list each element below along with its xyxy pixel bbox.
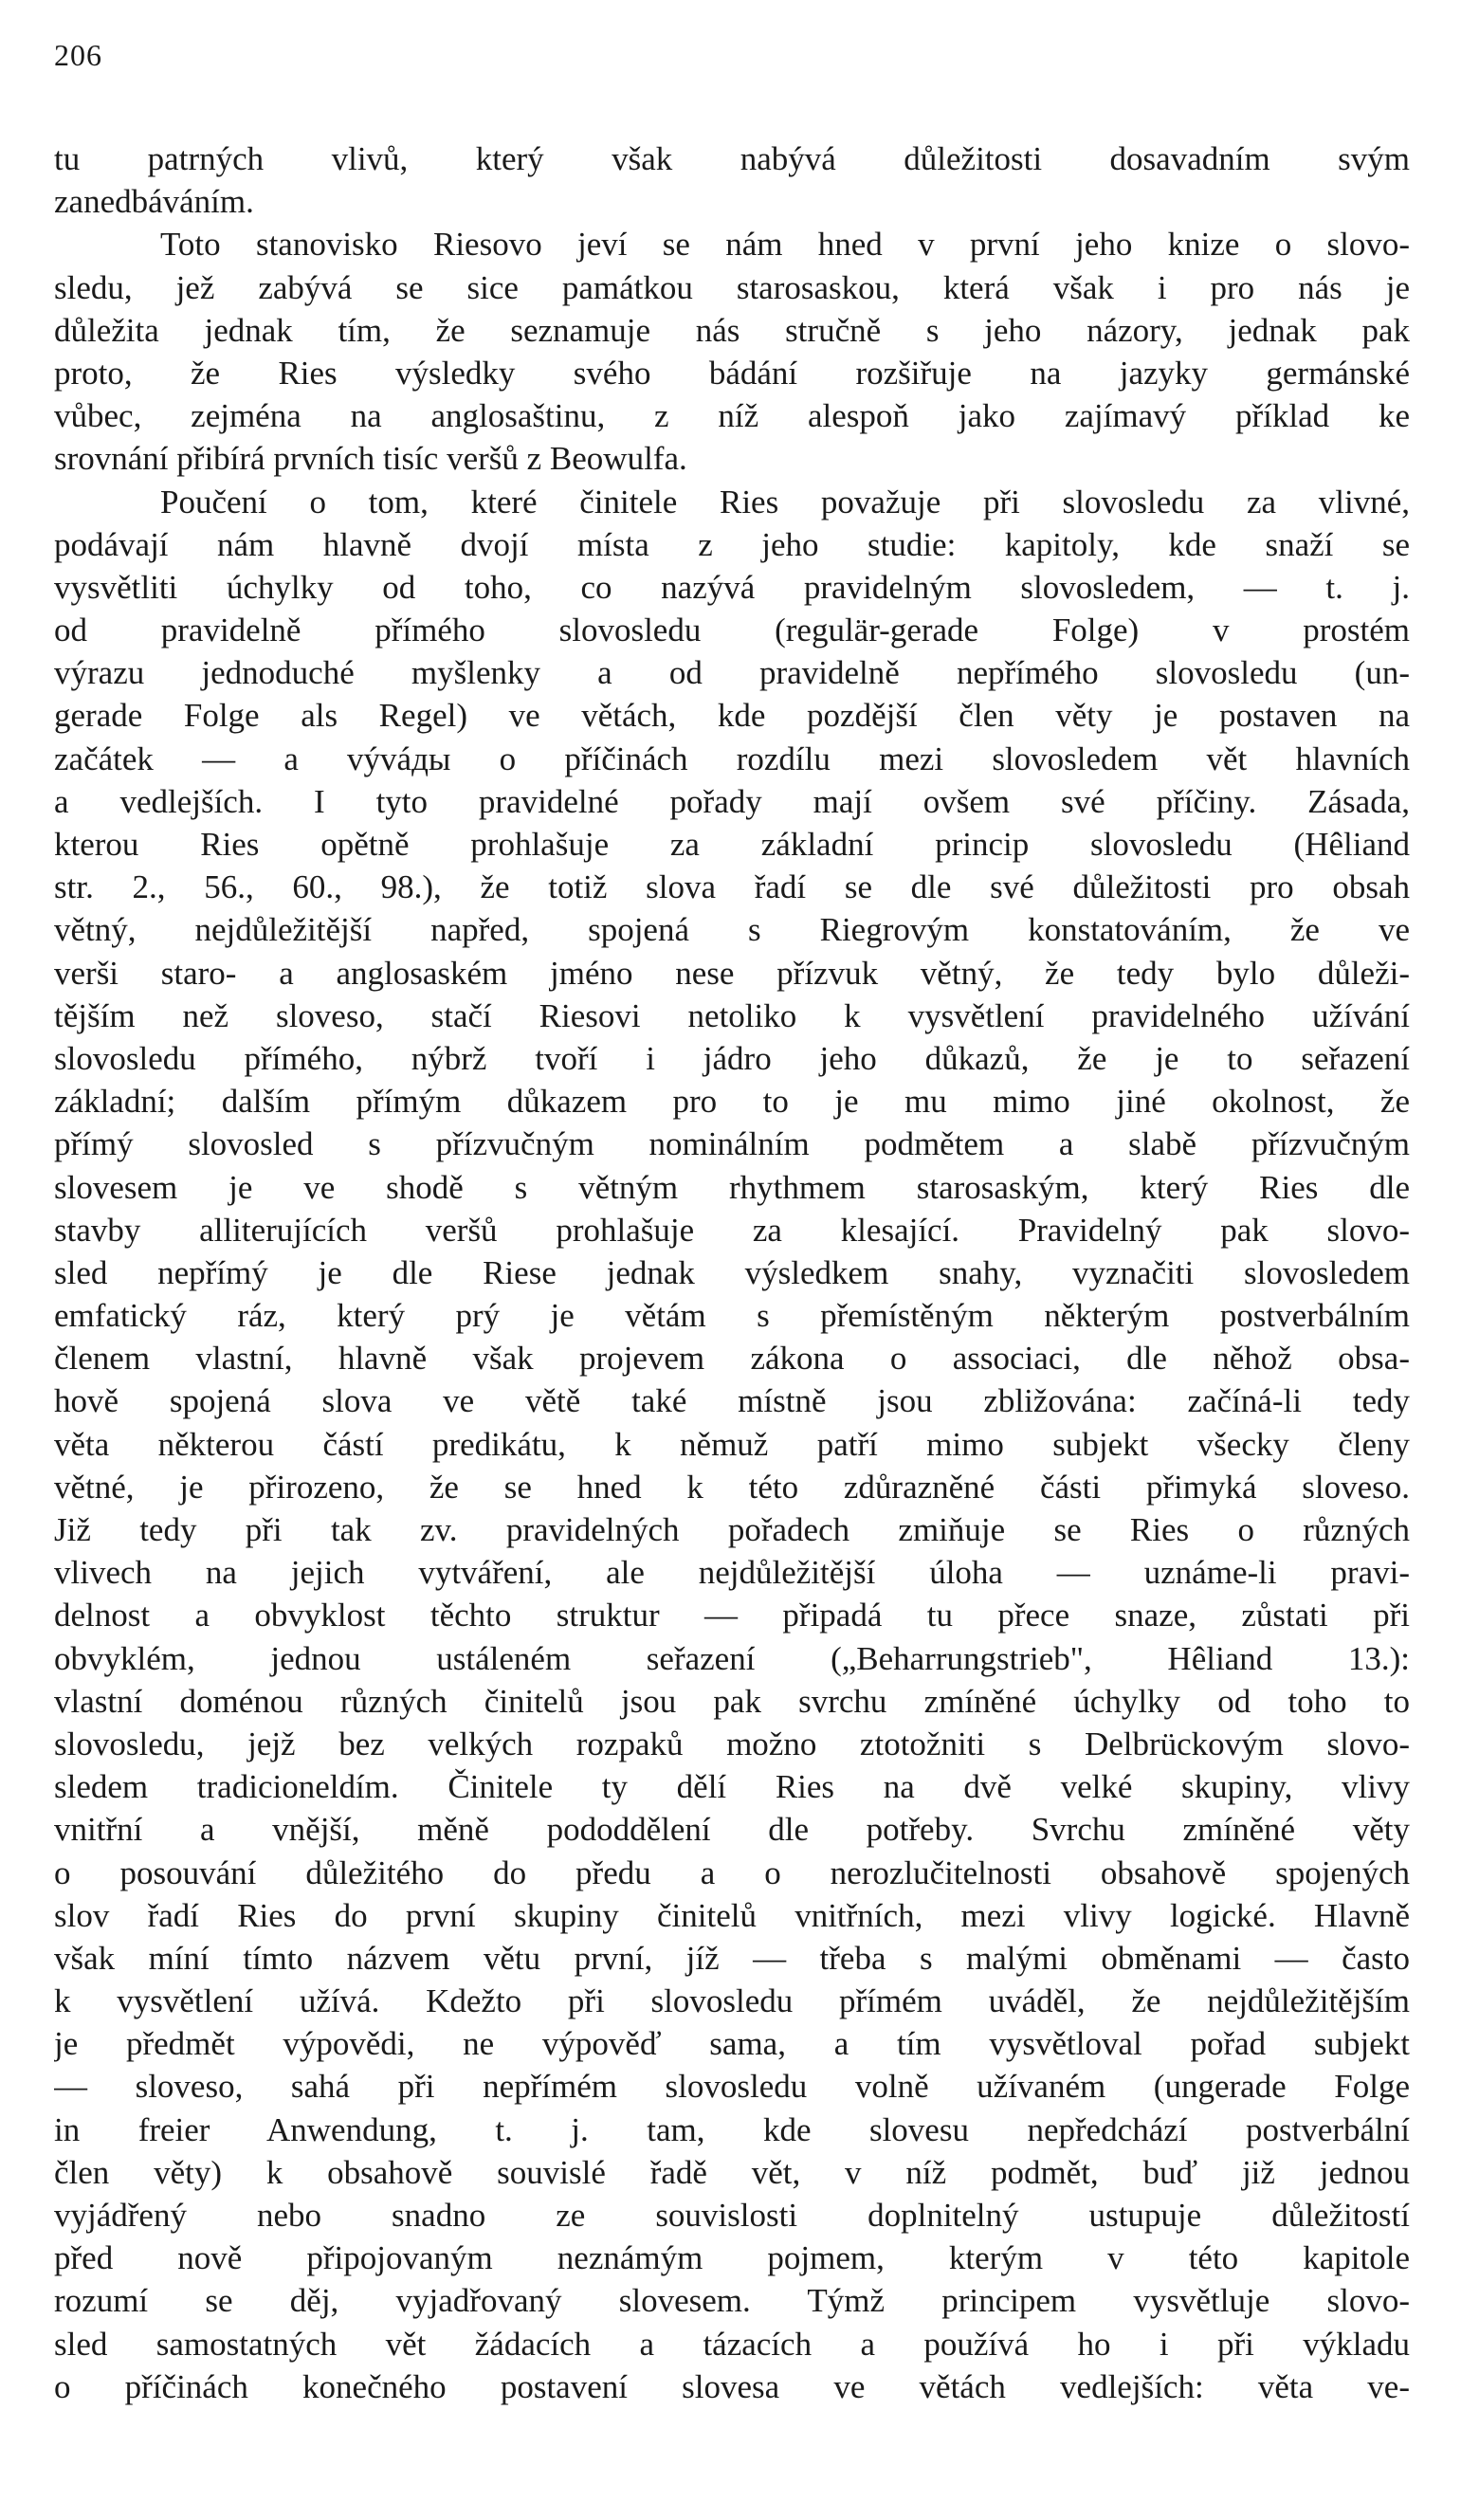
text-line: vůbec, zejména na anglosaštinu, z níž alespoň jako zajímavý příklad ke <box>54 397 1410 435</box>
text-line: rozumí se děj, vyjadřovaný slovesem. Týmž principem vysvětluje slovo- <box>54 2282 1410 2320</box>
text-line: větné, je přirozeno, že se hned k této zdůrazněné části přimyká sloveso. <box>54 1468 1410 1506</box>
text-line: začátek — a výváды o příčinách rozdílu mezi slovosledem vět hlavních <box>54 740 1410 777</box>
text-line: tu patrných vlivů, který však nabývá důležitosti dosavadním svým <box>54 140 1410 177</box>
text-line: sledu, jež zabývá se sice památkou starosaskou, která však i pro nás je <box>54 268 1410 306</box>
text-line: slov řadí Ries do první skupiny činitelů vnitřních, mezi vlivy logické. Hlavně <box>54 1896 1410 1934</box>
text-line: členem vlastní, hlavně však projevem zákona o associaci, dle něhož obsa- <box>54 1340 1410 1378</box>
text-line: výrazu jednoduché myšlenky a od pravidelně nepřímého slovosledu (un- <box>54 654 1410 692</box>
text-line: tějším než sloveso, stačí Riesovi netoliko k vysvětlení pravidelného užívání <box>54 996 1410 1034</box>
text-line: proto, že Ries výsledky svého bádání rozšiřuje na jazyky germánské <box>54 354 1410 392</box>
text-line: Toto stanovisko Riesovo jeví se nám hned v první jeho knize o slovo- <box>160 226 1410 264</box>
text-line: a vedlejších. I tyto pravidelné pořady mají ovšem své příčiny. Zásada, <box>54 782 1410 820</box>
text-line: stavby alliterujících veršů prohlašuje za klesající. Pravidelný pak slovo- <box>54 1211 1410 1249</box>
text-line: str. 2., 56., 60., 98.), že totiž slova řadí se dle své důležitosti pro obsah <box>54 868 1410 906</box>
text-line: vlivech na jejich vytváření, ale nejdůležitější úloha — uznáme-li pravi- <box>54 1554 1410 1592</box>
text-line: před nově připojovaným neznámým pojmem, kterým v této kapitole <box>54 2239 1410 2277</box>
text-line: slovosledu, jejž bez velkých rozpaků možno ztotožniti s Delbrückovým slovo- <box>54 1725 1410 1762</box>
text-line: věta některou částí predikátu, k němuž patří mimo subjekt všecky členy <box>54 1425 1410 1463</box>
text-line: však míní tímto názvem větu první, jíž — třeba s malými obměnami — často <box>54 1939 1410 1977</box>
text-line: sled nepřímý je dle Riese jednak výsledkem snahy, vyznačiti slovosledem <box>54 1253 1410 1291</box>
text-line: důležita jednak tím, že seznamuje nás stručně s jeho názory, jednak pak <box>54 311 1410 349</box>
text-line: sledem tradicioneldím. Činitele ty dělí Ries na dvě velké skupiny, vlivy <box>54 1768 1410 1806</box>
text-line: in freier Anwendung, t. j. tam, kde slovesu nepředchází postverbální <box>54 2110 1410 2148</box>
text-line: k vysvětlení užívá. Kdežto při slovosledu přímém uváděl, že nejdůležitějším <box>54 1982 1410 2020</box>
text-line: srovnání přibírá prvních tisíc veršů z Beowulfa. <box>54 440 687 478</box>
text-line: podávají nám hlavně dvojí místa z jeho studie: kapitoly, kde snaží se <box>54 525 1410 563</box>
text-line: sled samostatných vět žádacích a tázacích a používá ho i při výkladu <box>54 2325 1410 2363</box>
text-line: základní; dalším přímým důkazem pro to je mu mimo jiné okolnost, že <box>54 1083 1410 1121</box>
text-line: od pravidelně přímého slovosledu (regulär-gerade Folge) v prostém <box>54 612 1410 649</box>
text-line: je předmět výpovědi, ne výpověď sama, a tím vysvětloval pořad subjekt <box>54 2025 1410 2063</box>
text-line: slovesem je ve shodě s větným rhythmem starosaským, který Ries dle <box>54 1168 1410 1206</box>
text-line: zanedbáváním. <box>54 183 254 221</box>
text-line: přímý slovosled s přízvučným nominálním podmětem a slabě přízvučným <box>54 1125 1410 1163</box>
text-line: vnitřní a vnější, měně pododdělení dle potřeby. Svrchu zmíněné věty <box>54 1811 1410 1849</box>
text-line: člen věty) k obsahově souvislé řadě vět, v níž podmět, buď již jednou <box>54 2153 1410 2191</box>
page-number: 206 <box>54 38 102 72</box>
text-line: Poučení o tom, které činitele Ries považuje při slovosledu za vlivné, <box>160 483 1410 520</box>
text-line: o příčinách konečného postavení slovesa ve větách vedlejších: věta ve- <box>54 2367 1410 2405</box>
text-line: verši staro- a anglosaském jméno nese přízvuk větný, že tedy bylo důleži- <box>54 954 1410 992</box>
text-line: delnost a obvyklost těchto struktur — připadá tu přece snaze, zůstati při <box>54 1597 1410 1634</box>
text-line: vyjádřený nebo snadno ze souvislosti doplnitelný ustupuje důležitostí <box>54 2197 1410 2234</box>
text-line: emfatický ráz, který prý je větám s přemístěným některým postverbálním <box>54 1297 1410 1335</box>
text-line: vysvětliti úchylky od toho, co nazývá pravidelným slovosledem, — t. j. <box>54 568 1410 606</box>
text-line: gerade Folge als Regel) ve větách, kde pozdější člen věty je postaven na <box>54 697 1410 735</box>
text-line: hově spojená slova ve větě také místně jsou zbližována: začíná-li tedy <box>54 1382 1410 1420</box>
text-line: větný, nejdůležitější napřed, spojená s Riegrovým konstatováním, že ve <box>54 911 1410 949</box>
text-line: — sloveso, sahá při nepřímém slovosledu volně užívaném (ungerade Folge <box>54 2068 1410 2106</box>
body-text <box>54 137 1410 2408</box>
text-line: Již tedy při tak zv. pravidelných pořadech zmiňuje se Ries o různých <box>54 1511 1410 1548</box>
text-line: vlastní doménou různých činitelů jsou pak svrchu zmíněné úchylky od toho to <box>54 1682 1410 1720</box>
text-line: slovosledu přímého, nýbrž tvoří i jádro jeho důkazů, že je to seřazení <box>54 1039 1410 1077</box>
text-line: o posouvání důležitého do předu a o nerozlučitelnosti obsahově spojených <box>54 1853 1410 1891</box>
text-line: obvyklém, jednou ustáleném seřazení („Beharrungstrieb", Hêliand 13.): <box>54 1639 1410 1677</box>
text-line: kterou Ries opětně prohlašuje za základní princip slovosledu (Hêliand <box>54 826 1410 863</box>
